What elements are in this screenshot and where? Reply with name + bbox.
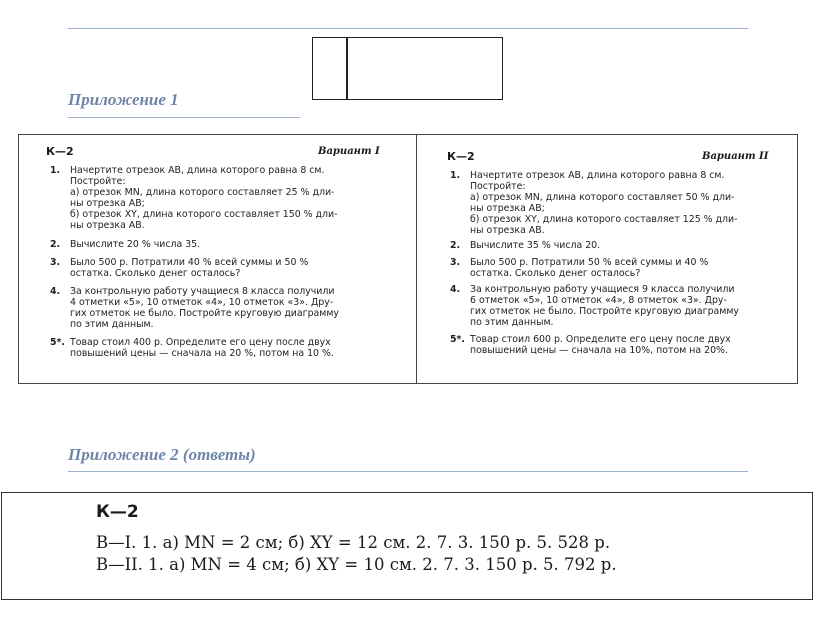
- variant1-code: К—2: [46, 145, 74, 158]
- variant1-label: Вариант I: [318, 146, 380, 157]
- appendix2-underline: [68, 471, 748, 472]
- answers-variant2: В—II. 1. а) MN = 4 см; б) XY = 10 см. 2. 7. 3. 150 р. 5. 792 р.: [96, 555, 617, 574]
- top-rule: [68, 28, 748, 29]
- blank-box: [312, 37, 503, 100]
- answers-title: К—2: [96, 502, 139, 522]
- appendix2-title: Приложение 2 (ответы): [68, 445, 256, 464]
- variant2-code: К—2: [447, 150, 475, 163]
- appendix1-title: Приложение 1: [68, 90, 179, 109]
- appendix1-underline: [68, 117, 300, 118]
- answers-variant1: В—I. 1. а) MN = 2 см; б) XY = 12 см. 2. 7. 3. 150 р. 5. 528 р.: [96, 533, 611, 552]
- variant2-label: Вариант II: [702, 151, 769, 162]
